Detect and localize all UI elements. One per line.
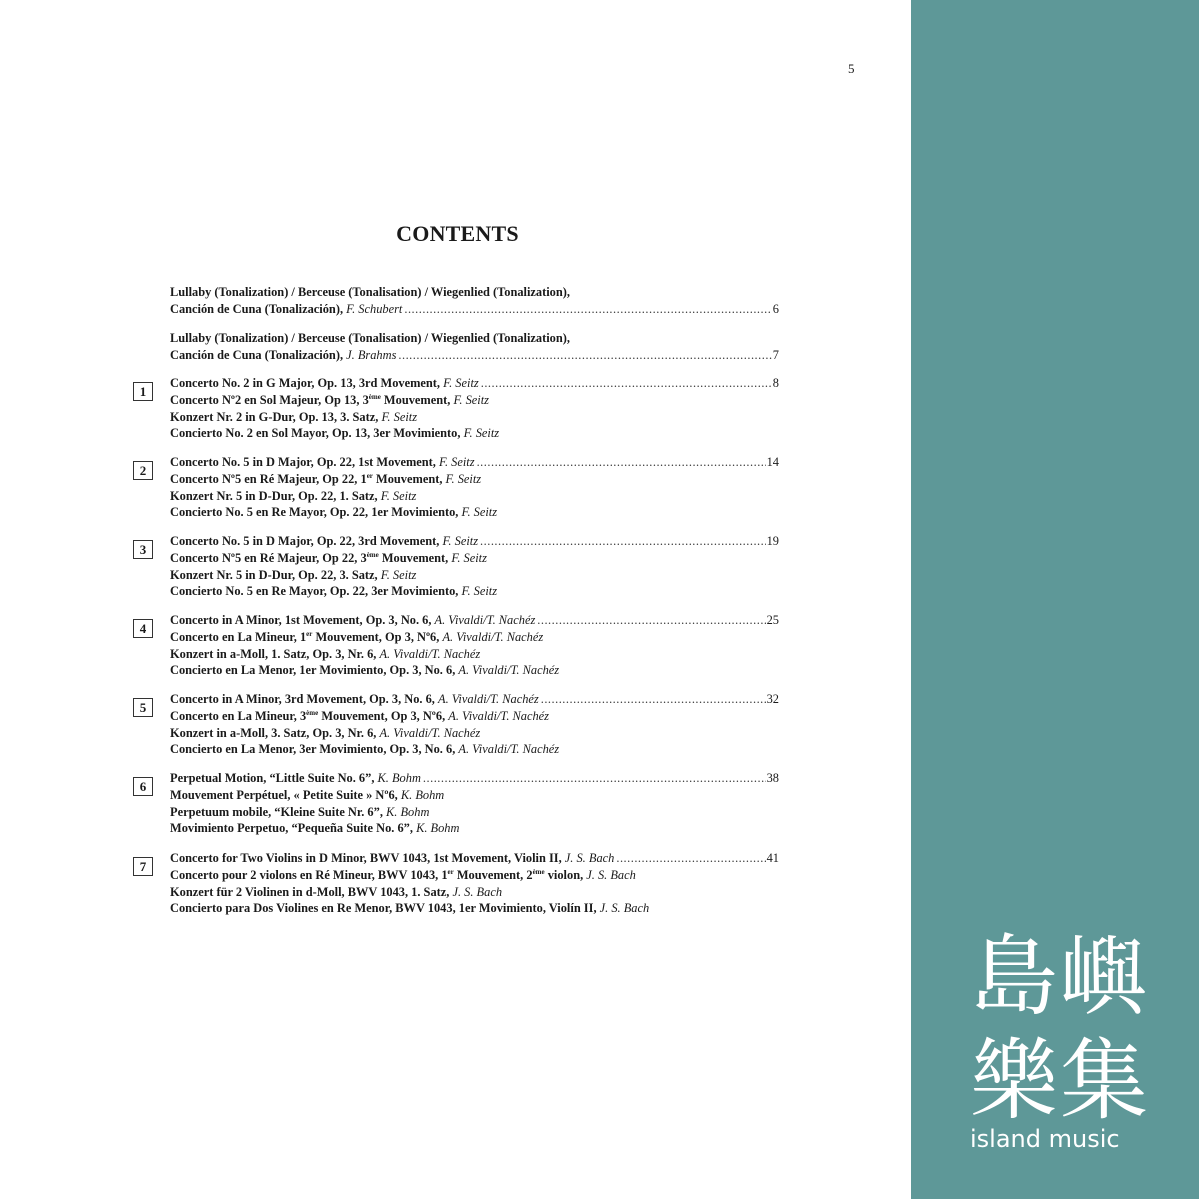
entry-text bbox=[170, 375, 479, 392]
entry-title: Concerto in A Minor, 1st Movement, Op. 3, No. 6, bbox=[170, 613, 435, 627]
entry-title: Konzert in a-Moll, 3. Satz, Op. 3, Nr. 6, bbox=[170, 725, 380, 740]
entry-text bbox=[170, 663, 559, 677]
entry-text bbox=[170, 742, 559, 756]
toc-line bbox=[170, 770, 779, 787]
page-ref: 25 bbox=[766, 613, 779, 627]
entry-text bbox=[170, 551, 487, 565]
entry-title: Concerto en La Mineur, 3 bbox=[170, 708, 307, 723]
toc-line bbox=[170, 629, 779, 646]
entry-title: Concerto pour 2 violons en Ré Mineur, BWV 1043, 1 bbox=[170, 867, 448, 882]
entry-title: Lullaby (Tonalization) / Berceuse (Tonalisation) / Wiegenlied (Tonalization), bbox=[170, 331, 570, 345]
toc-line bbox=[170, 583, 779, 600]
toc-line bbox=[170, 375, 779, 392]
svg-text:集: 集 bbox=[1060, 1029, 1149, 1132]
composer-name: A. Vivaldi/T. Nachéz bbox=[379, 725, 481, 740]
entry-text bbox=[170, 709, 549, 723]
entry-title: Konzert Nr. 2 in G-Dur, Op. 13, 3. Satz, bbox=[170, 409, 382, 424]
composer-name: F. Seitz bbox=[380, 488, 417, 503]
toc-line bbox=[170, 533, 779, 550]
entry-title: Konzert Nr. 5 in D-Dur, Op. 22, 3. Satz, bbox=[170, 567, 381, 582]
toc-line bbox=[170, 454, 779, 471]
entry-text bbox=[170, 885, 502, 899]
entry-text bbox=[170, 901, 649, 915]
entry-text bbox=[170, 821, 459, 835]
entry-title: Concierto No. 2 en Sol Mayor, Op. 13, 3er Movimiento, bbox=[170, 426, 464, 441]
entry-text bbox=[170, 426, 499, 440]
page-title: CONTENTS bbox=[396, 221, 519, 246]
entry-title: Lullaby (Tonalization) / Berceuse (Tonalisation) / Wiegenlied (Tonalization), bbox=[170, 285, 570, 299]
composer-name: A. Vivaldi/T. Nachéz bbox=[379, 646, 481, 661]
toc-line bbox=[170, 820, 779, 837]
svg-text:島: 島 bbox=[970, 925, 1059, 1028]
entry-title: Concierto No. 5 en Re Mayor, Op. 22, 3er Movimiento, bbox=[170, 584, 462, 599]
entry-text bbox=[170, 533, 478, 550]
toc-line bbox=[170, 725, 779, 742]
entry-text bbox=[170, 505, 497, 519]
page-ref: 7 bbox=[772, 347, 779, 362]
composer-name: F. Seitz bbox=[443, 376, 479, 390]
entry-title: Concierto No. 5 en Re Mayor, Op. 22, 1er Movimiento, bbox=[170, 505, 462, 520]
entry-title: Konzert Nr. 5 in D-Dur, Op. 22, 1. Satz, bbox=[170, 488, 381, 503]
composer-name: A. Vivaldi/T. Nachéz bbox=[458, 742, 560, 757]
toc-line bbox=[170, 504, 779, 521]
entry-title: Concerto Nº5 en Ré Majeur, Op 22, 1 bbox=[170, 471, 367, 486]
composer-name: J. S. Bach bbox=[599, 901, 650, 916]
composer-name: J. S. Bach bbox=[586, 867, 636, 882]
composer-name: K. Bohm bbox=[400, 787, 445, 802]
entry-text bbox=[170, 805, 429, 819]
entry-number-box: 5 bbox=[133, 698, 153, 717]
toc-line bbox=[170, 900, 779, 917]
page-ref: 41 bbox=[766, 851, 779, 865]
entry-text bbox=[170, 612, 535, 629]
page-ref: 19 bbox=[766, 534, 779, 548]
toc-line bbox=[170, 804, 779, 821]
svg-text:island music: island music bbox=[970, 1125, 1120, 1153]
toc-line bbox=[170, 850, 779, 867]
composer-name: F. Seitz bbox=[451, 550, 487, 565]
toc-line bbox=[170, 392, 779, 409]
composer-name: F. Seitz bbox=[463, 426, 500, 441]
dot-leader bbox=[537, 612, 765, 629]
composer-name: A. Vivaldi/T. Nachéz bbox=[448, 708, 549, 723]
svg-text:嶼: 嶼 bbox=[1060, 925, 1149, 1028]
dot-leader bbox=[480, 533, 766, 550]
composer-name: A. Vivaldi/T. Nachéz bbox=[434, 613, 536, 627]
entry-title: Canción de Cuna (Tonalización), bbox=[170, 301, 347, 316]
entry-number-box: 7 bbox=[133, 857, 153, 876]
toc-line bbox=[170, 471, 779, 488]
entry-title: Konzert in a-Moll, 1. Satz, Op. 3, Nr. 6, bbox=[170, 646, 380, 661]
svg-text:樂: 樂 bbox=[970, 1029, 1059, 1132]
entry-title: Concerto for Two Violins in D Minor, BWV 1043, 1st Movement, Violin II, bbox=[170, 851, 565, 865]
entry-text bbox=[170, 472, 481, 486]
entry-text bbox=[170, 726, 480, 740]
entry-text bbox=[170, 331, 570, 345]
entry-text bbox=[170, 347, 396, 364]
dot-leader bbox=[404, 301, 771, 318]
toc-line bbox=[170, 347, 779, 364]
composer-name: K. Bohm bbox=[377, 771, 421, 785]
composer-name: J. Brahms bbox=[346, 347, 397, 362]
entry-title-cont: Mouvement, bbox=[380, 392, 454, 407]
page-ref: 38 bbox=[766, 771, 779, 785]
entry-text bbox=[170, 788, 444, 802]
dot-leader bbox=[616, 850, 765, 867]
composer-name: A. Vivaldi/T. Nachéz bbox=[438, 692, 539, 706]
entry-title-cont: Mouvement, bbox=[378, 550, 452, 565]
toc-line bbox=[170, 330, 779, 347]
entry-title-cont: Mouvement, 2 bbox=[453, 867, 533, 882]
entry-text bbox=[170, 410, 417, 424]
entry-title: Concerto No. 5 in D Major, Op. 22, 3rd Movement, bbox=[170, 534, 443, 548]
entry-title: Perpetuum mobile, “Kleine Suite Nr. 6”, bbox=[170, 804, 387, 819]
page-number: 5 bbox=[848, 61, 855, 76]
dot-leader bbox=[541, 691, 766, 708]
ordinal-superscript: er bbox=[447, 867, 454, 876]
entry-title-cont: Mouvement, Op 3, Nº6, bbox=[312, 629, 443, 644]
entry-text bbox=[170, 850, 614, 867]
entry-title: Concerto en La Mineur, 1 bbox=[170, 629, 307, 644]
ordinal-superscript: ème bbox=[366, 550, 379, 559]
entry-title: Canción de Cuna (Tonalización), bbox=[170, 347, 347, 362]
composer-name: K. Bohm bbox=[386, 804, 430, 819]
entry-number-box: 6 bbox=[133, 777, 153, 796]
composer-name: F. Seitz bbox=[445, 471, 482, 486]
composer-name: J. S. Bach bbox=[452, 884, 503, 899]
entry-text bbox=[170, 868, 636, 882]
entry-text bbox=[170, 584, 497, 598]
toc-line bbox=[170, 662, 779, 679]
ordinal-superscript: ème bbox=[306, 708, 319, 717]
dot-leader bbox=[477, 454, 766, 471]
entry-title: Concerto in A Minor, 3rd Movement, Op. 3, No. 6, bbox=[170, 692, 438, 706]
composer-name: F. Seitz bbox=[461, 584, 498, 599]
ordinal-superscript: er bbox=[366, 471, 373, 480]
entry-text bbox=[170, 647, 480, 661]
composer-name: J. S. Bach bbox=[564, 851, 615, 865]
toc-line bbox=[170, 612, 779, 629]
entry-title: Mouvement Perpétuel, « Petite Suite » Nº6, bbox=[170, 787, 401, 802]
entry-title-cont: Mouvement, Op 3, Nº6, bbox=[318, 708, 449, 723]
entry-title: Concerto Nº2 en Sol Majeur, Op 13, 3 bbox=[170, 392, 369, 407]
dot-leader bbox=[423, 770, 766, 787]
entry-title: Concierto en La Menor, 1er Movimiento, Op. 3, No. 6, bbox=[170, 663, 459, 678]
toc-line bbox=[170, 884, 779, 901]
entry-text bbox=[170, 630, 543, 644]
entry-text bbox=[170, 770, 421, 787]
toc-line bbox=[170, 301, 779, 318]
entry-number-box: 1 bbox=[133, 382, 153, 401]
entry-title: Concerto No. 2 in G Major, Op. 13, 3rd Movement, bbox=[170, 376, 444, 390]
entry-number-box: 4 bbox=[133, 619, 153, 638]
toc-line bbox=[170, 425, 779, 442]
composer-name: K. Bohm bbox=[416, 821, 460, 836]
entry-title: Concierto en La Menor, 3er Movimiento, Op. 3, No. 6, bbox=[170, 742, 459, 757]
entry-title: Concierto para Dos Violines en Re Menor, BWV 1043, 1er Movimiento, Violín II, bbox=[170, 901, 600, 916]
composer-name: A. Vivaldi/T. Nachéz bbox=[442, 629, 544, 644]
entry-title-cont: Mouvement, bbox=[372, 471, 446, 486]
page-ref: 6 bbox=[772, 301, 779, 316]
entry-number-box: 2 bbox=[133, 461, 153, 480]
composer-name: F. Seitz bbox=[453, 392, 490, 407]
composer-name: F. Schubert bbox=[346, 301, 403, 316]
composer-name: F. Seitz bbox=[380, 567, 417, 582]
toc-line bbox=[170, 708, 779, 725]
entry-text bbox=[170, 393, 489, 407]
entry-text bbox=[170, 489, 416, 503]
ordinal-superscript: ème bbox=[532, 867, 545, 876]
entry-text bbox=[170, 454, 475, 471]
toc-line bbox=[170, 567, 779, 584]
entry-title: Movimiento Perpetuo, “Pequeña Suite No. 6”, bbox=[170, 821, 417, 836]
composer-name: F. Seitz bbox=[461, 505, 498, 520]
toc-line bbox=[170, 741, 779, 758]
toc-line bbox=[170, 691, 779, 708]
toc-line bbox=[170, 488, 779, 505]
composer-name: F. Seitz bbox=[442, 534, 479, 548]
entry-title: Perpetual Motion, “Little Suite No. 6”, bbox=[170, 771, 378, 785]
page-ref: 8 bbox=[772, 376, 779, 390]
entry-title: Konzert für 2 Violinen in d-Moll, BWV 1043, 1. Satz, bbox=[170, 884, 453, 899]
toc-line bbox=[170, 550, 779, 567]
toc-line bbox=[170, 646, 779, 663]
entry-title: Concerto No. 5 in D Major, Op. 22, 1st Movement, bbox=[170, 455, 439, 469]
ordinal-superscript: er bbox=[306, 629, 313, 638]
toc-line bbox=[170, 867, 779, 884]
toc-line bbox=[170, 284, 779, 301]
composer-name: F. Seitz bbox=[381, 409, 418, 424]
composer-name: F. Seitz bbox=[439, 455, 475, 469]
entry-text bbox=[170, 691, 539, 708]
entry-number-box: 3 bbox=[133, 540, 153, 559]
entry-text bbox=[170, 285, 570, 299]
island-music-logo bbox=[970, 925, 1150, 1155]
toc-line bbox=[170, 787, 779, 804]
composer-name: A. Vivaldi/T. Nachéz bbox=[458, 663, 560, 678]
entry-title: Concerto Nº5 en Ré Majeur, Op 22, 3 bbox=[170, 550, 367, 565]
ordinal-superscript: ème bbox=[368, 392, 381, 401]
entry-text bbox=[170, 301, 402, 318]
page-ref: 14 bbox=[766, 455, 779, 469]
dot-leader bbox=[398, 347, 771, 364]
page-ref: 32 bbox=[766, 692, 779, 706]
entry-title-cont: violon, bbox=[544, 867, 587, 882]
entry-text bbox=[170, 568, 416, 582]
toc-line bbox=[170, 409, 779, 426]
dot-leader bbox=[481, 375, 772, 392]
